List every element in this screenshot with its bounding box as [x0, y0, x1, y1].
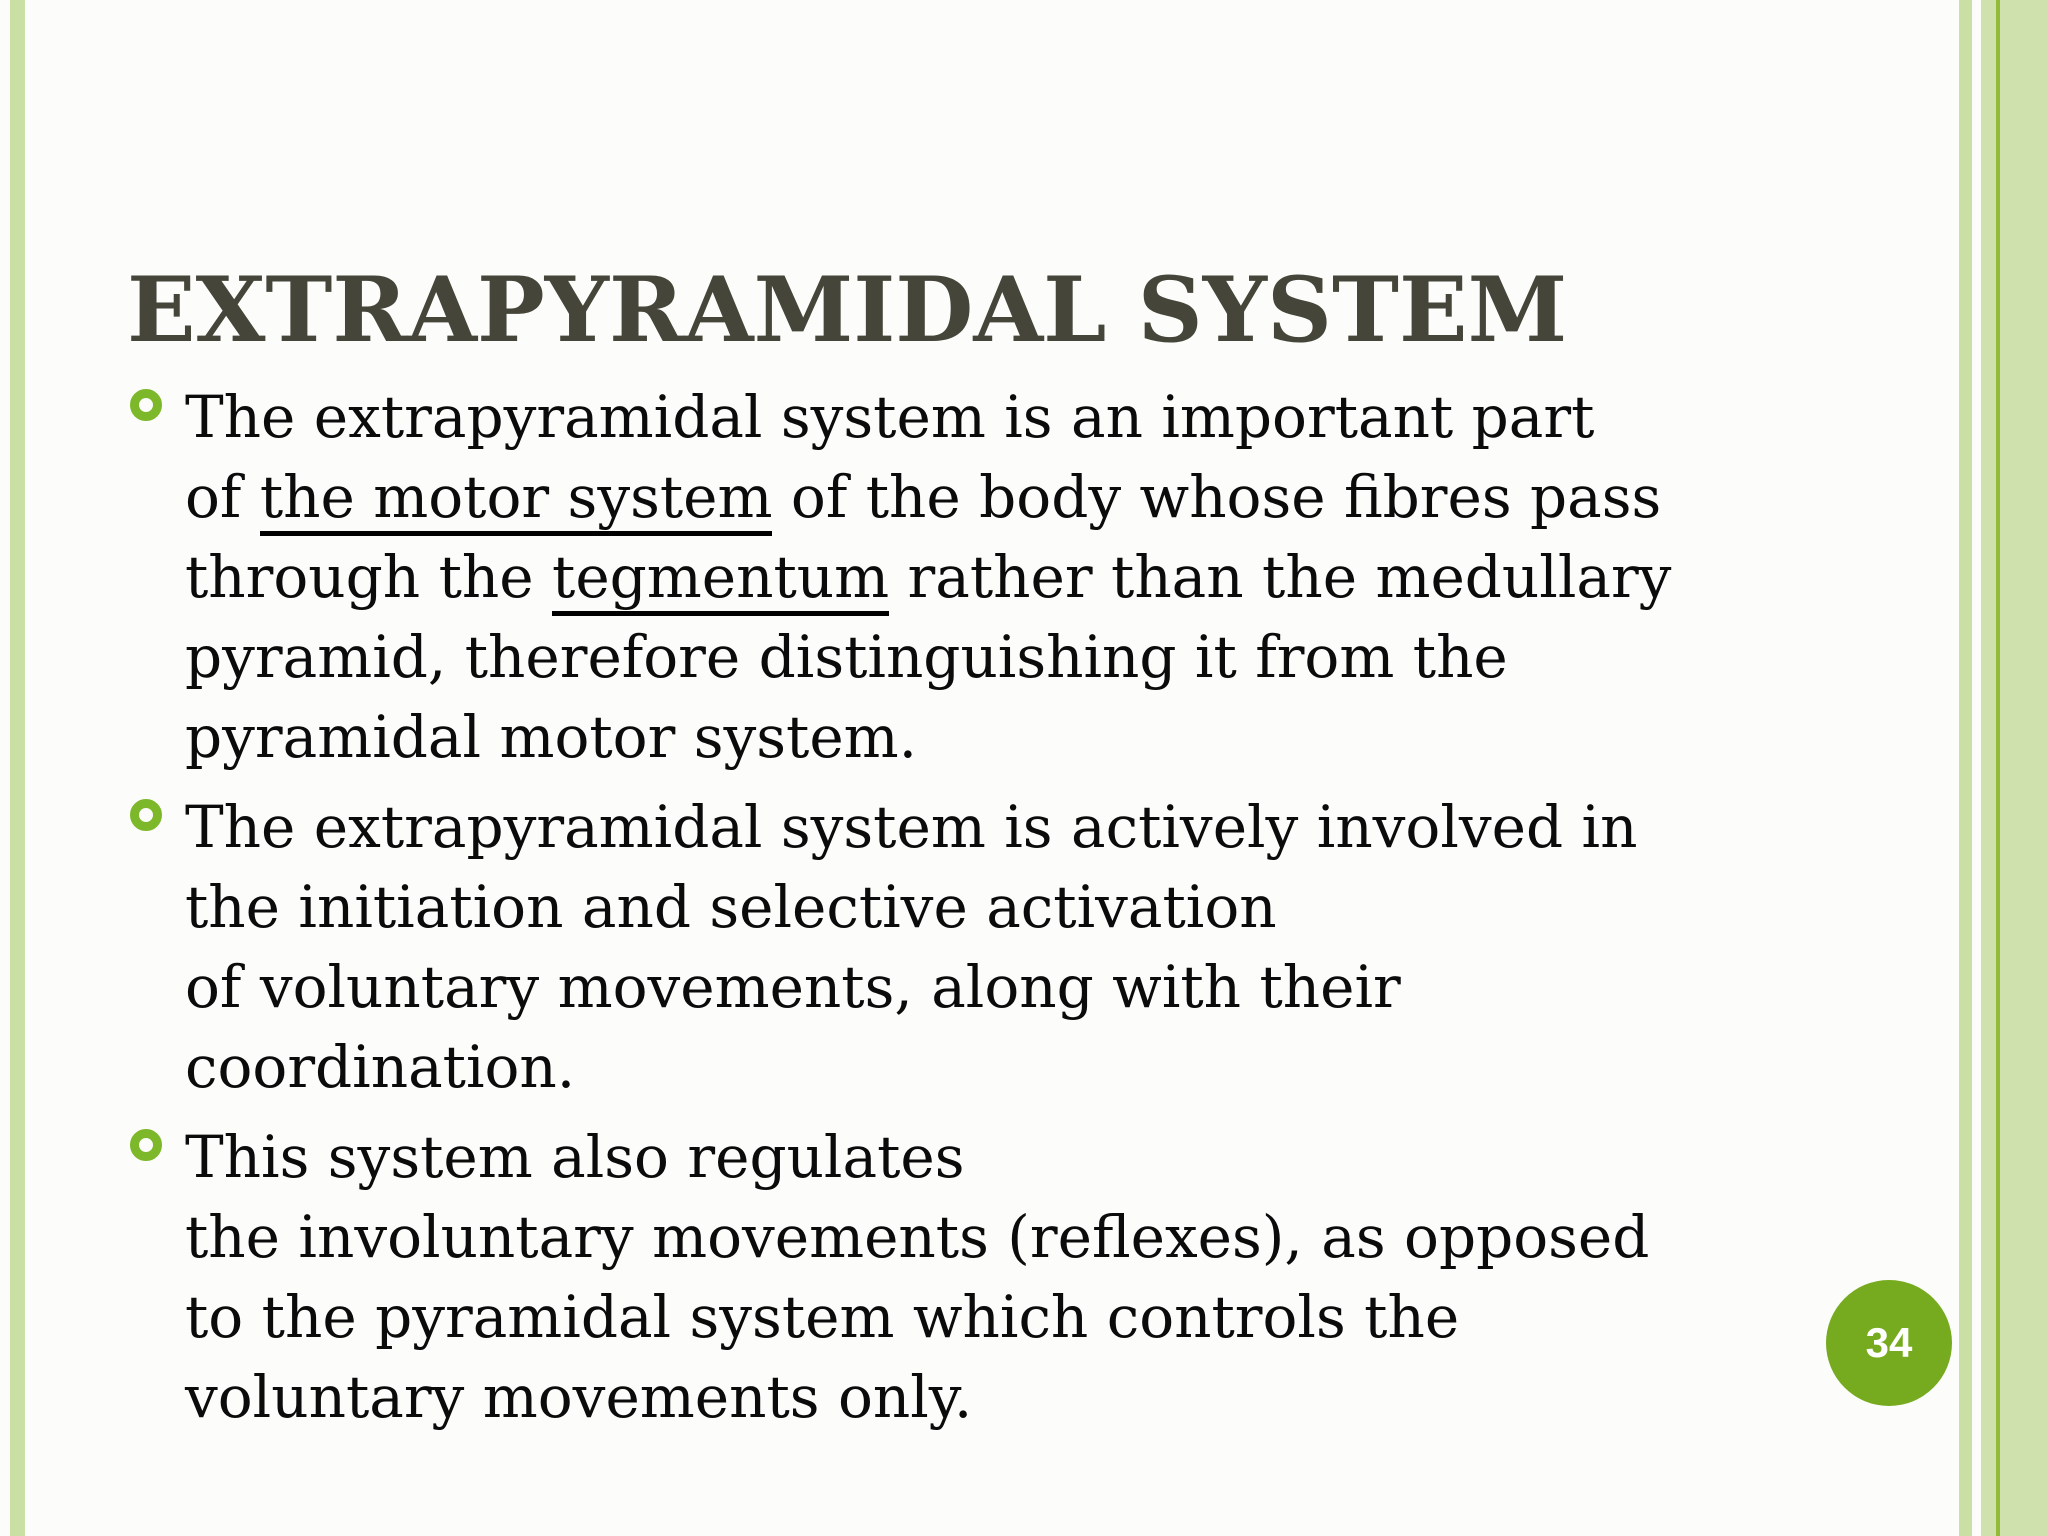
text-line — [185, 1197, 1847, 1277]
text-line — [185, 1357, 1847, 1437]
bullet-text — [185, 787, 1847, 1107]
text-segment: The extrapyramidal system is actively involved in — [185, 793, 1638, 861]
bullet-text — [185, 1117, 1847, 1437]
page-number-badge — [1826, 1280, 1952, 1406]
text-segment: the initiation and selective activation — [185, 873, 1277, 941]
bullet-list — [127, 377, 1847, 1447]
bullet-item — [127, 377, 1847, 777]
text-segment: pyramidal motor system. — [185, 703, 918, 771]
text-line — [185, 1117, 1847, 1197]
bullet-item — [127, 787, 1847, 1107]
text-segment: the involuntary movements (reflexes), as opposed — [185, 1203, 1650, 1271]
slide-title: EXTRAPYRAMIDAL SYSTEM — [127, 257, 1568, 364]
left-border-stripe — [10, 0, 25, 1536]
text-line — [185, 537, 1847, 617]
text-segment: to the pyramidal system which controls the — [185, 1283, 1460, 1351]
bullet-ring-icon — [130, 389, 162, 421]
text-segment: of — [185, 463, 260, 531]
text-line — [185, 787, 1847, 867]
bullet-ring-icon — [130, 799, 162, 831]
text-line — [185, 947, 1847, 1027]
text-segment: through the — [185, 543, 553, 611]
text-segment: coordination. — [185, 1033, 576, 1101]
bullet-item — [127, 1117, 1847, 1437]
text-line — [185, 867, 1847, 947]
text-segment: rather than the medullary — [889, 543, 1672, 611]
right-border-inner-stripe — [1959, 0, 1972, 1536]
text-segment: voluntary movements only. — [185, 1363, 973, 1431]
underlined-term: tegmentum — [552, 543, 889, 616]
text-segment: This system also regulates — [185, 1123, 965, 1191]
text-line — [185, 1277, 1847, 1357]
right-border-band — [1981, 0, 2048, 1536]
text-line — [185, 697, 1847, 777]
bullet-ring-icon — [130, 1129, 162, 1161]
text-line — [185, 377, 1847, 457]
underlined-term: the motor system — [260, 463, 773, 536]
page-number: 34 — [1865, 1319, 1913, 1366]
bullet-text — [185, 377, 1847, 777]
right-border-accent-line — [1996, 0, 2000, 1536]
text-segment: of voluntary movements, along with their — [185, 953, 1401, 1021]
text-line — [185, 617, 1847, 697]
text-line — [185, 1027, 1847, 1107]
text-segment: The extrapyramidal system is an important part — [185, 383, 1595, 451]
text-segment: pyramid, therefore distinguishing it from the — [185, 623, 1508, 691]
text-line — [185, 457, 1847, 537]
text-segment: of the body whose fibres pass — [772, 463, 1662, 531]
